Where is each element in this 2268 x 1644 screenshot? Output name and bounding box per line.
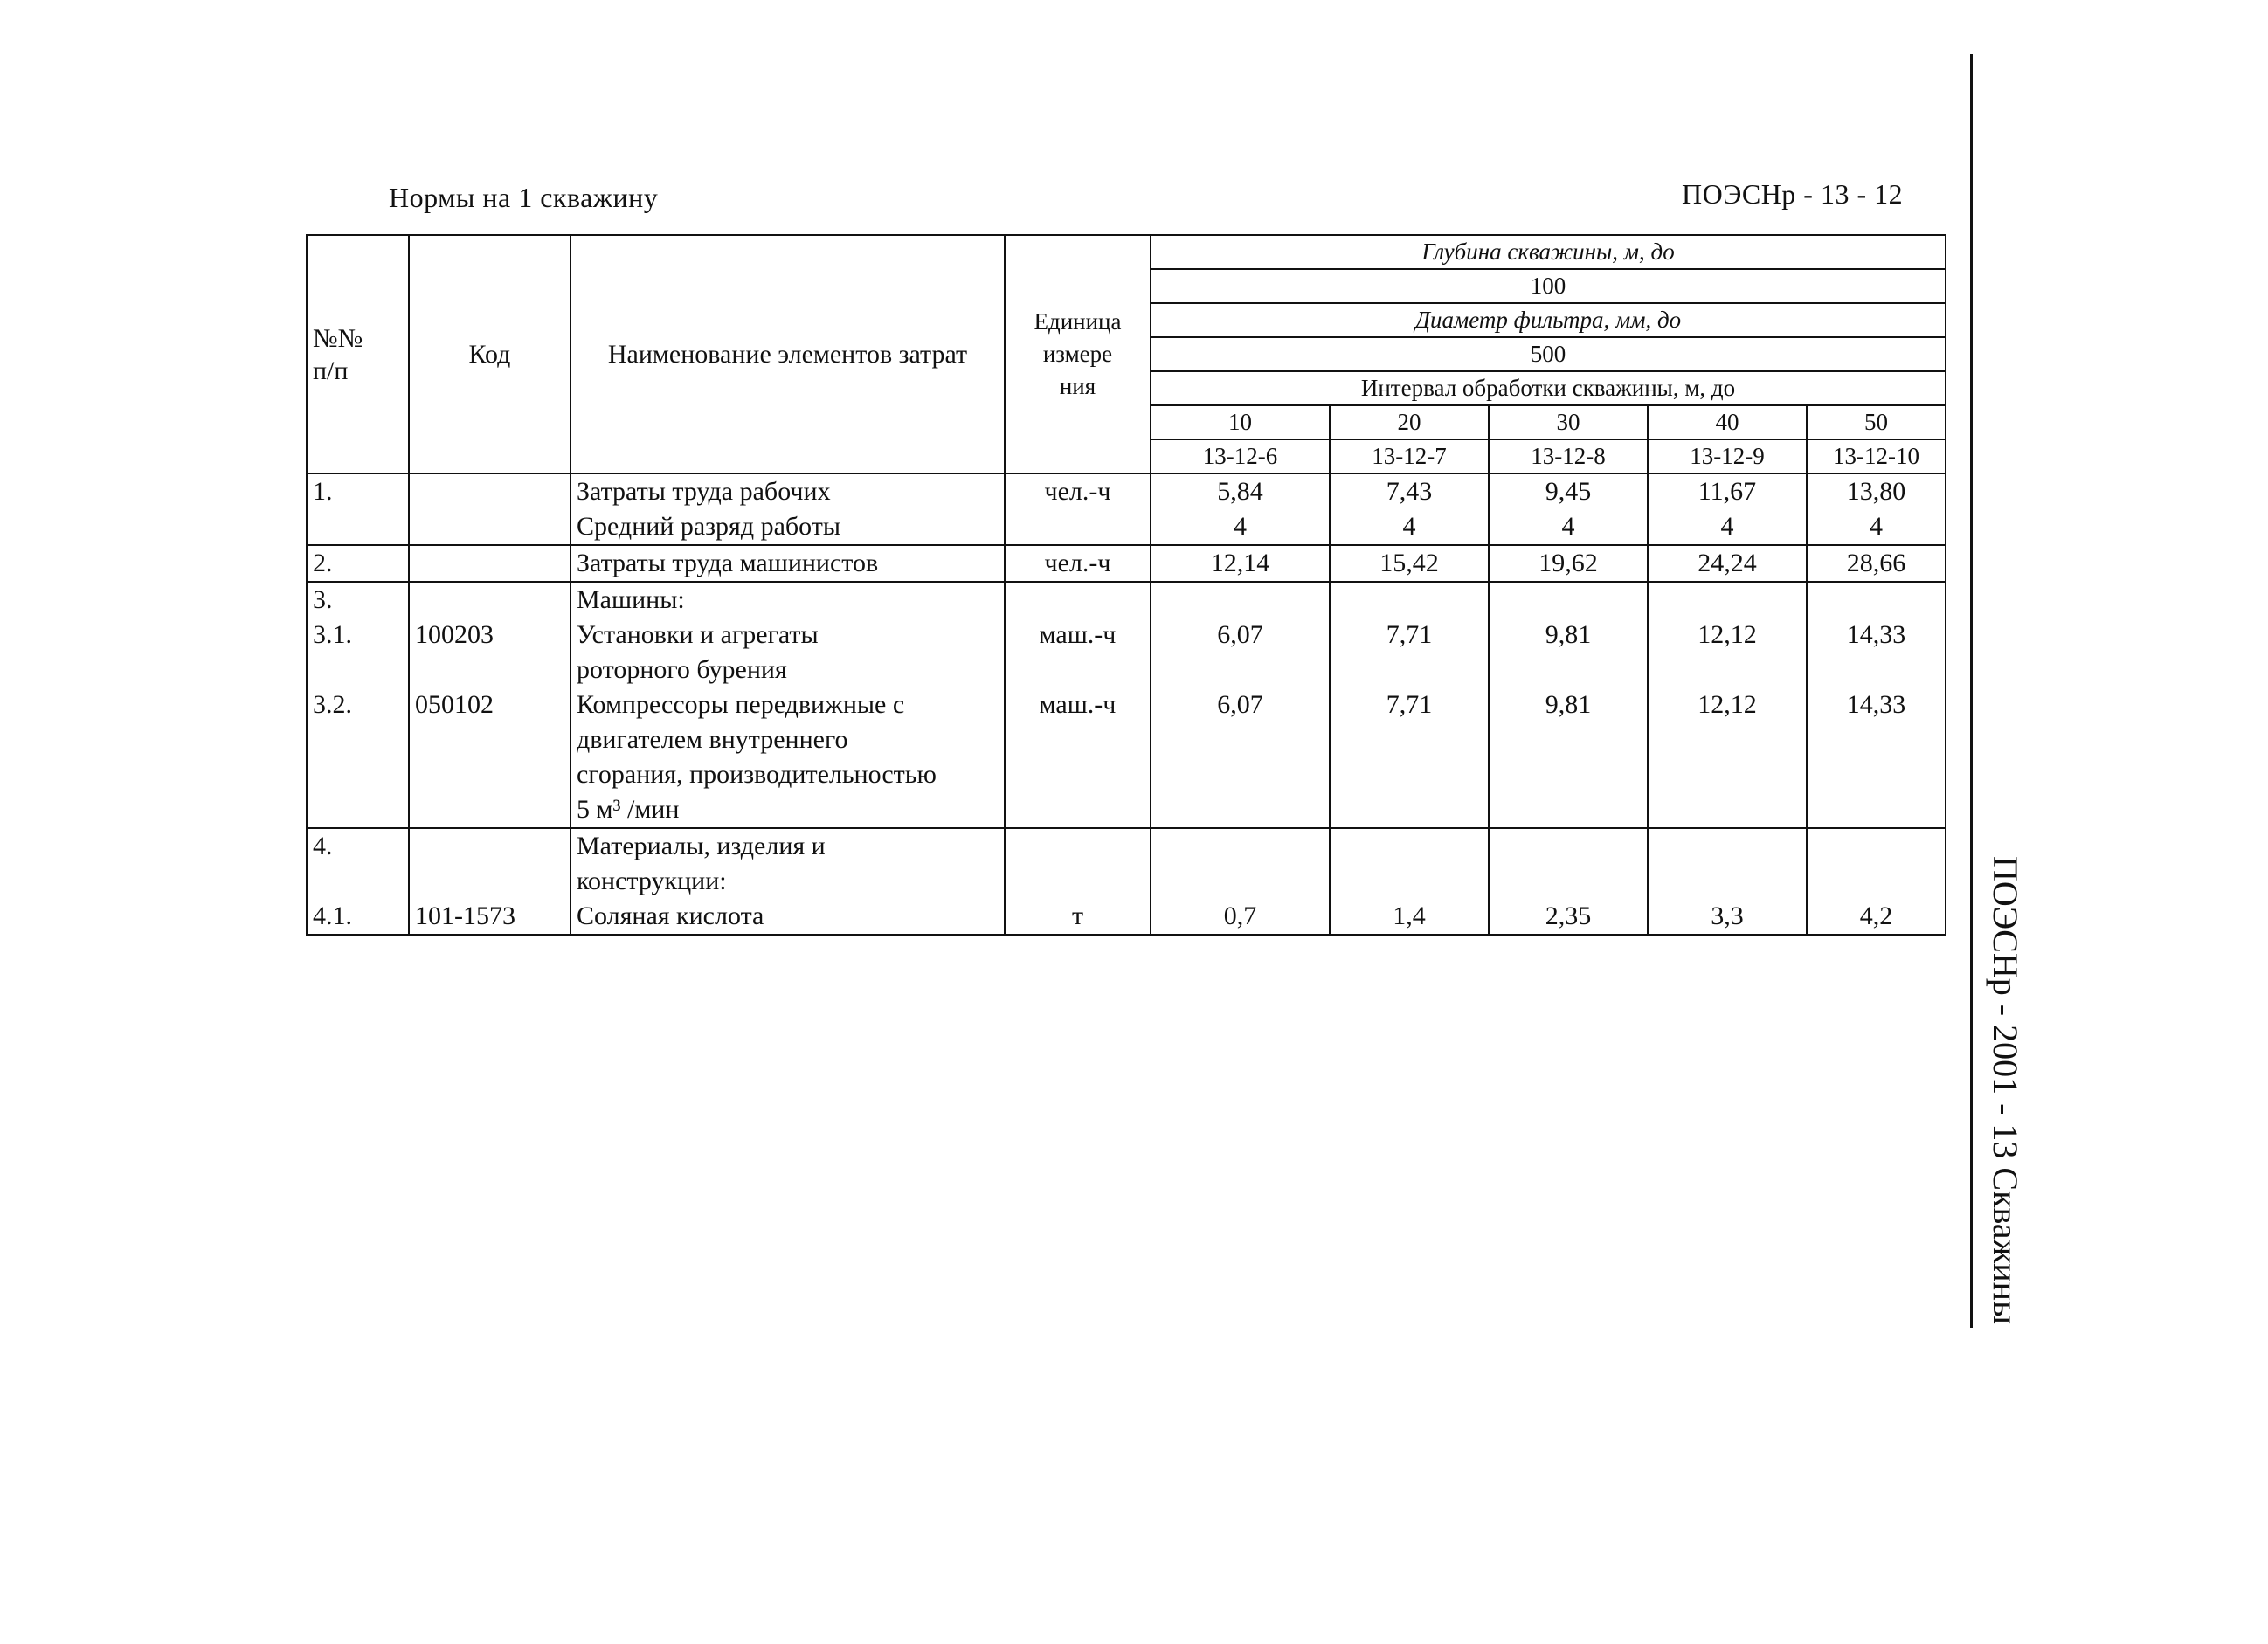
row-number: 3. 3.1. 3.2. (307, 582, 409, 828)
depth-value: 100 (1151, 269, 1946, 303)
depth-label: Глубина скважины, м, до (1151, 235, 1946, 269)
row-value: 5,84 4 (1151, 473, 1330, 545)
norm-code: 13-12-8 (1489, 439, 1648, 473)
interval-value: 40 (1648, 405, 1807, 439)
norms-table (306, 234, 1946, 936)
page-header-left: Нормы на 1 скважину (389, 182, 659, 213)
row-number: 4. 4.1. (307, 828, 409, 935)
row-unit: маш.-ч маш.-ч (1005, 582, 1151, 828)
row-number: 1. (307, 473, 409, 545)
col-header-unit: Единица измере ния (1005, 235, 1151, 473)
row-value: 24,24 (1648, 545, 1807, 582)
side-label-text: ПОЭСНр - 2001 - 13 Скважины (1986, 856, 2025, 1324)
row-value: 12,12 12,12 (1648, 582, 1807, 828)
row-name: Затраты труда машинистов (570, 545, 1005, 582)
row-value: 13,80 4 (1807, 473, 1946, 545)
row-unit: т (1005, 828, 1151, 935)
table-row (307, 828, 1946, 935)
row-value: 9,81 9,81 (1489, 582, 1648, 828)
col-header-name: Наименование элементов затрат (570, 235, 1005, 473)
row-value: 7,43 4 (1330, 473, 1489, 545)
row-code: 101-1573 (409, 828, 570, 935)
norm-code: 13-12-9 (1648, 439, 1807, 473)
interval-value: 50 (1807, 405, 1946, 439)
interval-label: Интервал обработки скважины, м, до (1151, 371, 1946, 405)
row-code (409, 473, 570, 545)
row-value: 15,42 (1330, 545, 1489, 582)
page-header-right: ПОЭСНр - 13 - 12 (1682, 178, 1904, 210)
norm-code: 13-12-10 (1807, 439, 1946, 473)
norm-code: 13-12-7 (1330, 439, 1489, 473)
row-value: 9,45 4 (1489, 473, 1648, 545)
row-unit: чел.-ч (1005, 473, 1151, 545)
col-header-code: Код (409, 235, 570, 473)
row-value: 28,66 (1807, 545, 1946, 582)
interval-value: 30 (1489, 405, 1648, 439)
table-row (307, 473, 1946, 545)
interval-value: 20 (1330, 405, 1489, 439)
margin-rule (1970, 54, 1973, 1328)
diameter-value: 500 (1151, 337, 1946, 371)
interval-value: 10 (1151, 405, 1330, 439)
row-value: 3,3 (1648, 828, 1807, 935)
row-value: 0,7 (1151, 828, 1330, 935)
row-value: 7,71 7,71 (1330, 582, 1489, 828)
row-value: 4,2 (1807, 828, 1946, 935)
row-name: Машины: Установки и агрегаты роторного бурения Компрессоры передвижные с двигателем внутреннего сгорания, производительностью 5 м³ /мин (570, 582, 1005, 828)
row-value: 19,62 (1489, 545, 1648, 582)
row-name: Затраты труда рабочих Средний разряд работы (570, 473, 1005, 545)
row-value: 12,14 (1151, 545, 1330, 582)
row-name: Материалы, изделия и конструкции: Соляная кислота (570, 828, 1005, 935)
row-value: 1,4 (1330, 828, 1489, 935)
row-code (409, 545, 570, 582)
table-row (307, 545, 1946, 582)
table-row (307, 582, 1946, 828)
side-document-label (1986, 856, 2025, 1324)
row-value: 2,35 (1489, 828, 1648, 935)
norm-code: 13-12-6 (1151, 439, 1330, 473)
row-value: 11,67 4 (1648, 473, 1807, 545)
header-row-depth (307, 235, 1946, 269)
row-unit: чел.-ч (1005, 545, 1151, 582)
col-header-number: №№ п/п (307, 235, 409, 473)
diameter-label: Диаметр фильтра, мм, до (1151, 303, 1946, 337)
row-value: 6,07 6,07 (1151, 582, 1330, 828)
row-value: 14,33 14,33 (1807, 582, 1946, 828)
row-code: 100203 050102 (409, 582, 570, 828)
row-number: 2. (307, 545, 409, 582)
